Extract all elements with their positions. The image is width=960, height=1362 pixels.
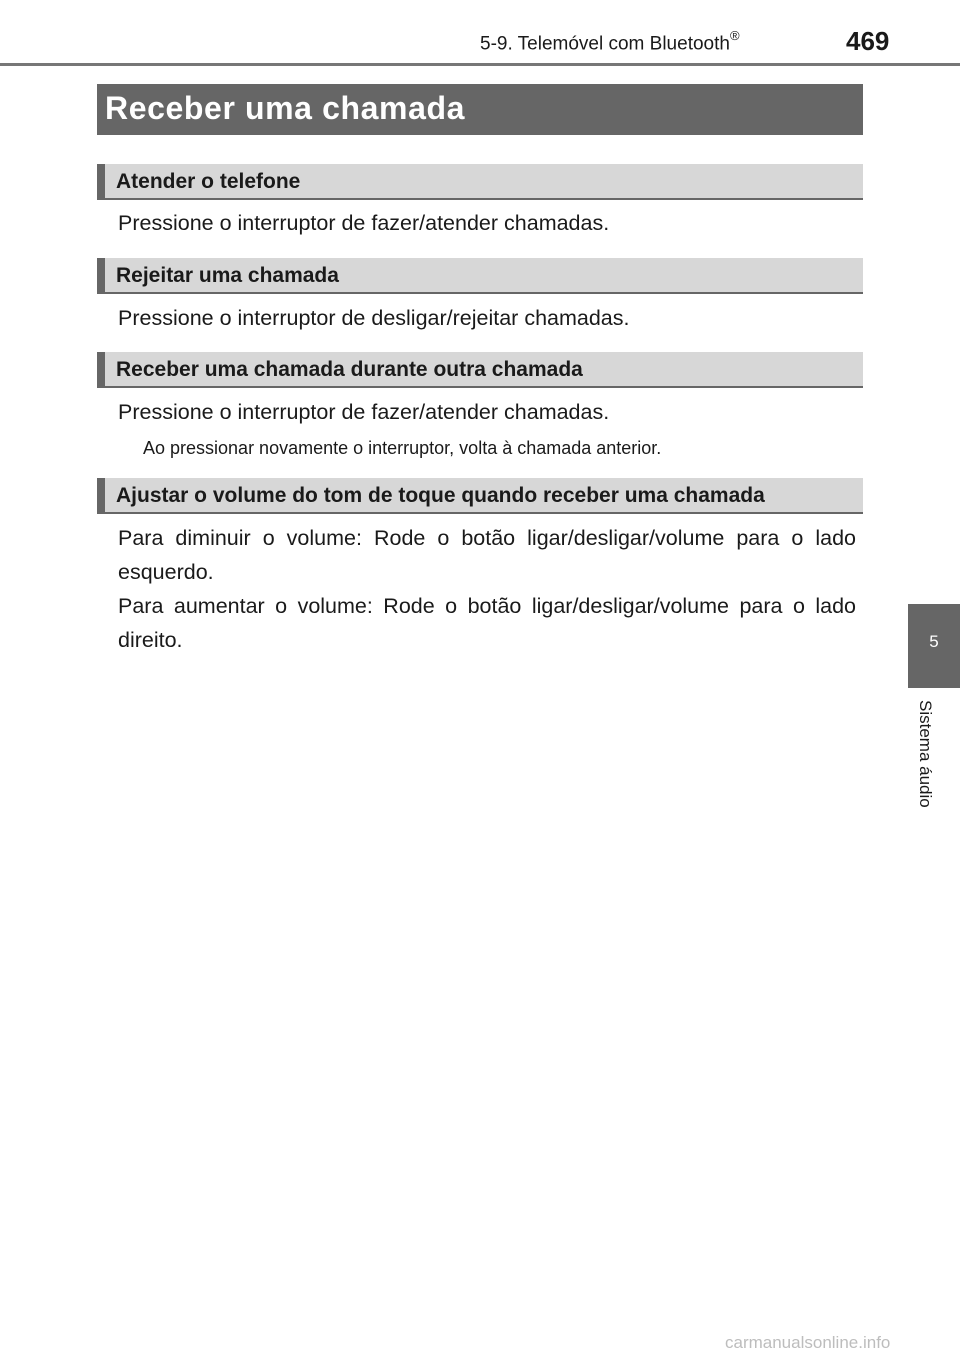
page-title: Receber uma chamada (105, 90, 466, 126)
section-heading-bar (97, 478, 863, 514)
section-heading: Ajustar o volume do tom de toque quando receber uma chamada (116, 484, 765, 507)
section-paragraph: Para diminuir o volume: Rode o botão ligar/desligar/volume para o lado esquerdo. (118, 526, 856, 584)
running-header (480, 30, 740, 55)
section-paragraph: Pressione o interruptor de desligar/rejeitar chamadas. (118, 306, 630, 330)
section-heading-bar (97, 164, 863, 200)
section-paragraph: Pressione o interruptor de fazer/atender chamadas. (118, 400, 610, 424)
watermark: carmanualsonline.info (725, 1333, 891, 1352)
section-note: Ao pressionar novamente o interruptor, volta à chamada anterior. (143, 438, 662, 458)
header-divider (0, 63, 960, 66)
section-heading: Rejeitar uma chamada (116, 264, 339, 287)
chapter-side-label-text: Sistema áudio (916, 700, 935, 808)
section-paragraph: Para aumentar o volume: Rode o botão ligar/desligar/volume para o lado direito. (118, 594, 856, 652)
chapter-tab-number: 5 (929, 632, 939, 651)
chapter-title: 5-9. Telemóvel com Bluetooth (480, 33, 730, 55)
registered-mark: ® (729, 28, 740, 43)
page-title-bar (97, 84, 863, 135)
section-paragraph: Pressione o interruptor de fazer/atender chamadas. (118, 211, 610, 235)
chapter-side-label (915, 700, 941, 832)
page-number: 469 (846, 26, 890, 56)
section-heading: Atender o telefone (116, 170, 301, 193)
section-heading-bar (97, 258, 863, 294)
section-heading: Receber uma chamada durante outra chamada (116, 358, 583, 381)
chapter-tab (908, 604, 960, 688)
section-heading-bar (97, 352, 863, 388)
